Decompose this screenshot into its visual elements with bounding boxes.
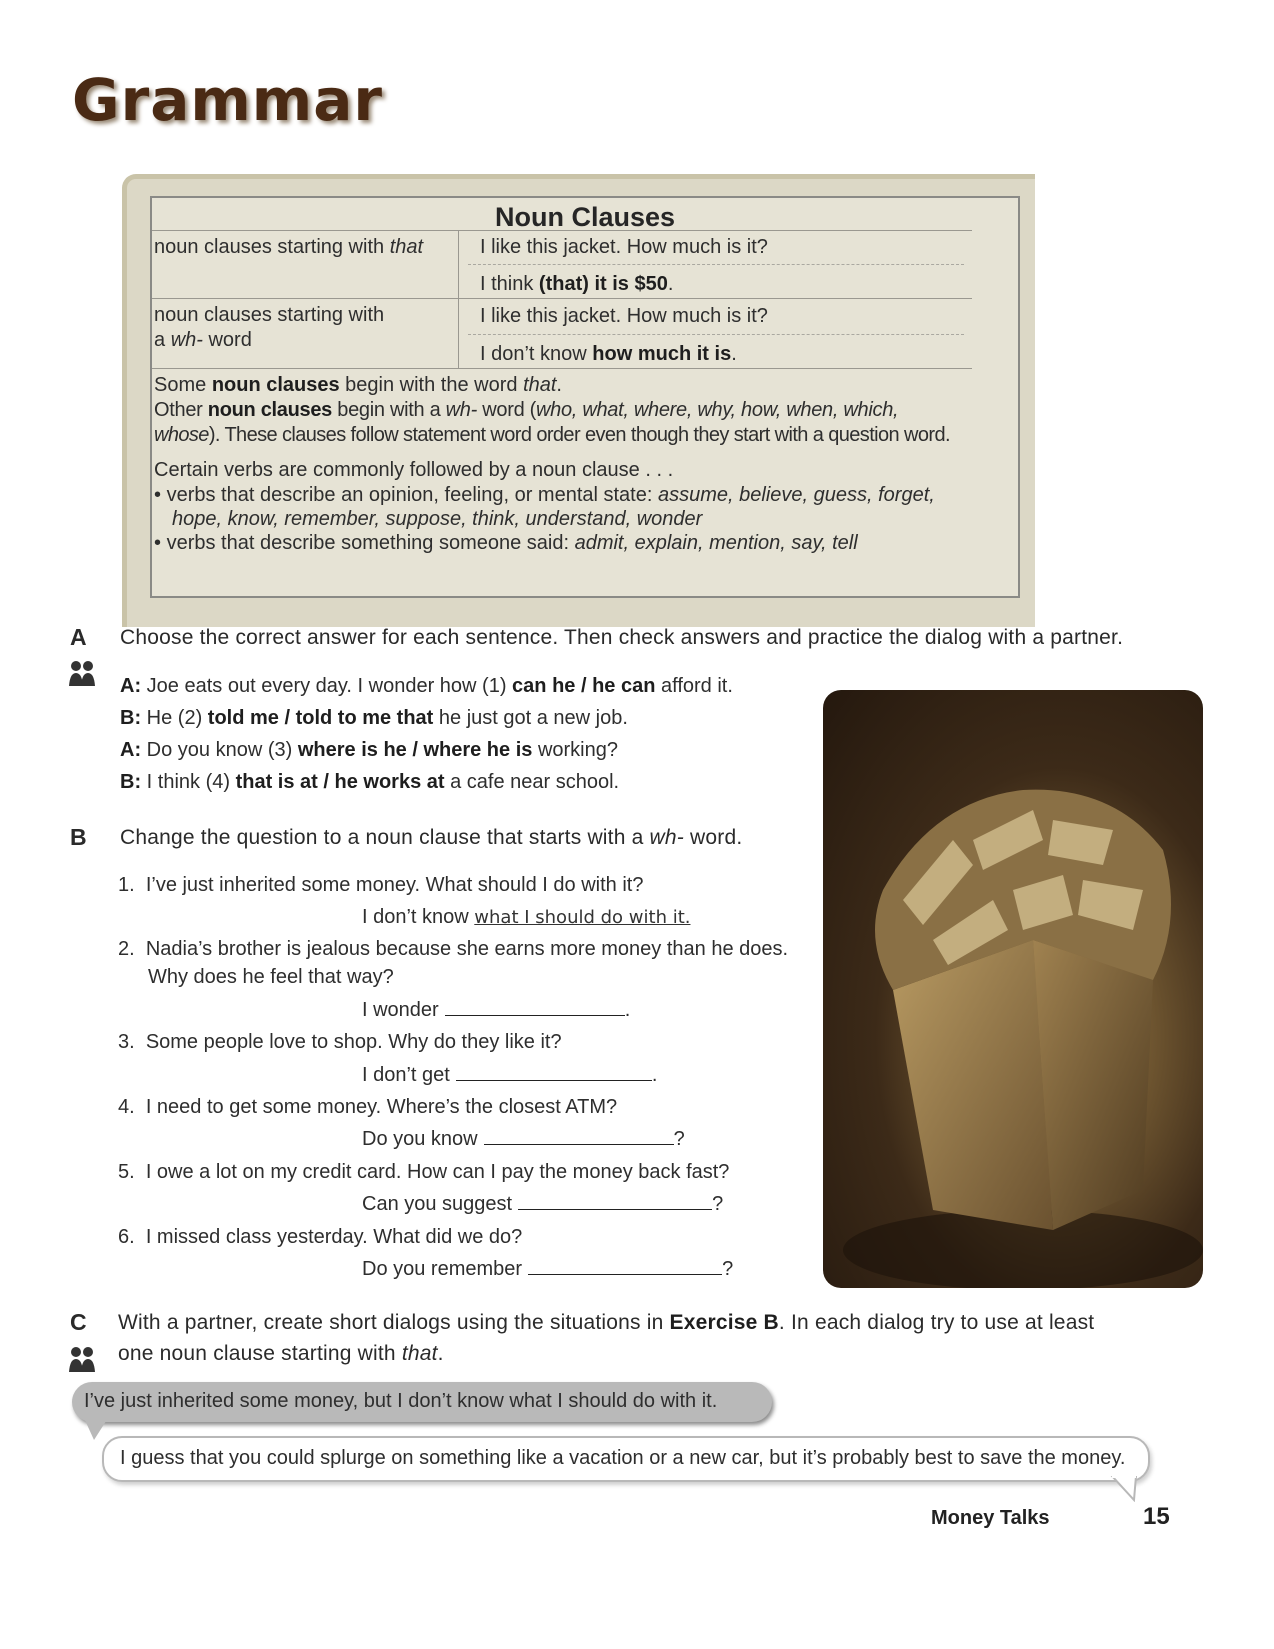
item-number: 3.	[118, 1031, 135, 1053]
table-divider	[152, 298, 972, 299]
item-number: 6.	[118, 1226, 135, 1248]
note-emphasis: whose	[154, 424, 209, 446]
note-text: .	[556, 374, 562, 396]
speaker-label: A:	[120, 675, 142, 697]
exercise-item	[118, 938, 788, 961]
response-punctuation: ?	[673, 1128, 685, 1150]
dialog-text: afford it.	[655, 675, 733, 697]
note-bullet	[154, 532, 858, 555]
speaker-label: A:	[120, 739, 142, 761]
dialog-text: working?	[532, 739, 618, 761]
response-prompt: I don’t know	[362, 906, 475, 928]
item-question: I need to get some money. Where’s the closest ATM?	[145, 1096, 618, 1118]
note-bold: noun clauses	[207, 399, 332, 421]
note-text: verbs that describe an opinion, feeling, or mental state:	[166, 484, 658, 506]
exercise-item	[118, 1096, 617, 1119]
note-emphasis: wh-	[445, 399, 477, 421]
instruction-emphasis: that	[401, 1342, 438, 1365]
item-question: Some people love to shop. Why do they like it?	[145, 1031, 562, 1053]
note-line	[154, 424, 950, 447]
item-response	[362, 1193, 723, 1216]
response-prompt: Do you remember	[362, 1258, 523, 1280]
speech-text: I guess that you could splurge on something like a vacation or a new car, but it’s probably best to save the money.	[120, 1447, 1126, 1469]
exercise-item	[118, 1161, 729, 1184]
exercise-instruction: Choose the correct answer for each sentence. Then check answers and practice the dialog with a partner.	[120, 626, 1124, 649]
note-line: Certain verbs are commonly followed by a noun clause . . .	[154, 459, 674, 481]
response-punctuation: .	[651, 1064, 658, 1086]
answer-choice[interactable]: told me / told to me that	[207, 707, 434, 729]
speech-text: I’ve just inherited some money, but I don’t know what I should do with it.	[84, 1390, 718, 1412]
example-answer	[480, 343, 737, 366]
pair-work-icon	[68, 660, 96, 686]
item-question: I missed class yesterday. What did we do?	[145, 1226, 523, 1248]
note-text: Some	[154, 374, 212, 396]
exercise-letter: A	[70, 624, 87, 650]
note-line	[154, 399, 898, 422]
exercise-instruction	[118, 1342, 444, 1366]
note-text: Other	[154, 399, 208, 421]
rule-label: noun clauses starting with	[154, 304, 385, 326]
answer-blank[interactable]	[445, 1014, 625, 1016]
instruction-text: .	[437, 1342, 444, 1365]
note-emphasis: hope, know, remember, suppose, think, understand, wonder	[172, 508, 703, 530]
dialog-text: Do you know (3)	[146, 739, 298, 761]
speech-bubble-second	[102, 1436, 1150, 1482]
example-question: I like this jacket. How much is it?	[480, 305, 768, 327]
example-answer	[480, 273, 673, 296]
answer-blank[interactable]	[484, 1143, 674, 1145]
item-question: Nadia’s brother is jealous because she earns more money than he does.	[145, 938, 789, 960]
rule-label-emphasis: that	[389, 236, 424, 258]
rule-label-text: word	[202, 329, 252, 351]
note-text: ). These clauses follow statement word order even though they start with a question word.	[208, 424, 950, 446]
speech-bubble-tail	[1110, 1476, 1140, 1502]
row-separator	[468, 334, 964, 335]
response-punctuation: ?	[712, 1193, 724, 1215]
money-bag-illustration	[823, 690, 1203, 1288]
instruction-text: Change the question to a noun clause that starts with a	[120, 826, 650, 849]
instruction-text: word.	[684, 826, 743, 849]
note-emphasis: assume, believe, guess, forget,	[657, 484, 935, 506]
instruction-emphasis: wh-	[649, 826, 684, 849]
pair-work-icon	[68, 1346, 96, 1372]
instruction-text: one noun clause starting with	[118, 1342, 402, 1365]
answer-choice[interactable]: that is at / he works at	[235, 771, 445, 793]
page-number: 15	[1143, 1503, 1170, 1530]
table-divider	[152, 230, 972, 231]
money-bag-photo	[823, 690, 1203, 1288]
row-separator	[468, 264, 964, 265]
item-response	[362, 906, 690, 929]
example-text: .	[667, 273, 674, 295]
item-number: 5.	[118, 1161, 135, 1183]
note-text: begin with a	[332, 399, 446, 421]
rule-label	[154, 329, 252, 352]
table-divider	[458, 230, 459, 368]
note-text: begin with the word	[339, 374, 524, 396]
instruction-text: . In each dialog try to use at least	[778, 1311, 1095, 1334]
note-line	[154, 374, 562, 397]
table-divider	[152, 368, 972, 369]
item-response	[362, 999, 630, 1022]
bullet-icon: •	[154, 484, 162, 506]
answer-blank[interactable]	[456, 1079, 652, 1081]
item-number: 1.	[118, 874, 135, 896]
dialog-line	[120, 707, 628, 730]
exercise-item	[118, 1226, 522, 1249]
example-question: I like this jacket. How much is it?	[480, 236, 768, 258]
note-emphasis: admit, explain, mention, say, tell	[574, 532, 858, 554]
dialog-line	[120, 675, 733, 698]
example-text: .	[731, 343, 737, 365]
dialog-text: he just got a new job.	[433, 707, 628, 729]
speech-bubble-tail	[84, 1418, 112, 1442]
exercise-letter: B	[70, 824, 87, 850]
bullet-icon: •	[154, 532, 162, 554]
rule-label-text: a	[154, 329, 171, 351]
answer-blank[interactable]	[528, 1273, 722, 1275]
dialog-text: Joe eats out every day. I wonder how (1)	[146, 675, 513, 697]
dialog-text: a cafe near school.	[444, 771, 620, 793]
exercise-item	[118, 874, 643, 897]
rule-label-emphasis: wh-	[170, 329, 203, 351]
response-prompt: I don’t get	[362, 1064, 450, 1086]
instruction-bold: Exercise B	[669, 1311, 779, 1334]
speech-bubble-first	[72, 1382, 772, 1422]
note-line	[172, 508, 702, 531]
item-number: 2.	[118, 938, 135, 960]
exercise-instruction	[118, 1311, 1094, 1335]
response-punctuation: .	[624, 999, 631, 1021]
rule-label-text: noun clauses starting with	[154, 236, 390, 258]
speaker-label: B:	[120, 707, 142, 729]
dialog-text: I think (4)	[146, 771, 236, 793]
exercise-letter: C	[70, 1309, 87, 1335]
example-noun-clause: how much it is	[592, 343, 732, 365]
dialog-line	[120, 739, 618, 762]
note-emphasis: who, what, where, why, how, when, which,	[536, 399, 899, 421]
item-response	[362, 1064, 657, 1087]
note-text: verbs that describe something someone said:	[166, 532, 575, 554]
dialog-line	[120, 771, 619, 794]
item-question: I owe a lot on my credit card. How can I pay the money back fast?	[145, 1161, 730, 1183]
exercise-instruction	[120, 826, 742, 850]
answer-blank[interactable]	[518, 1208, 712, 1210]
response-prompt: Can you suggest	[362, 1193, 513, 1215]
example-text: I don’t know	[480, 343, 593, 365]
item-question: I’ve just inherited some money. What should I do with it?	[145, 874, 644, 896]
example-noun-clause: (that) it is $50	[538, 273, 668, 295]
answer-choice[interactable]: where is he / where he is	[297, 739, 533, 761]
rule-label	[154, 236, 423, 259]
item-question: Why does he feel that way?	[148, 966, 394, 988]
response-punctuation: ?	[722, 1258, 734, 1280]
response-prompt: Do you know	[362, 1128, 478, 1150]
speaker-label: B:	[120, 771, 142, 793]
table-title: Noun Clauses	[494, 202, 676, 232]
item-response	[362, 1258, 733, 1281]
footer-unit-title: Money Talks	[931, 1507, 1050, 1529]
page-title: Grammar	[72, 66, 383, 134]
item-response	[362, 1128, 685, 1151]
answer-choice[interactable]: can he / he can	[512, 675, 656, 697]
response-prompt: I wonder	[362, 999, 439, 1021]
dialog-text: He (2)	[146, 707, 208, 729]
exercise-item	[118, 1031, 562, 1054]
note-bullet	[154, 484, 935, 507]
note-text: word (	[476, 399, 537, 421]
example-text: I think	[480, 273, 539, 295]
note-bold: noun clauses	[211, 374, 340, 396]
instruction-text: With a partner, create short dialogs using the situations in	[118, 1311, 670, 1334]
note-emphasis: that	[523, 374, 557, 396]
noun-clauses-table	[150, 196, 1020, 598]
item-number: 4.	[118, 1096, 135, 1118]
example-answer: what I should do with it.	[474, 907, 691, 928]
